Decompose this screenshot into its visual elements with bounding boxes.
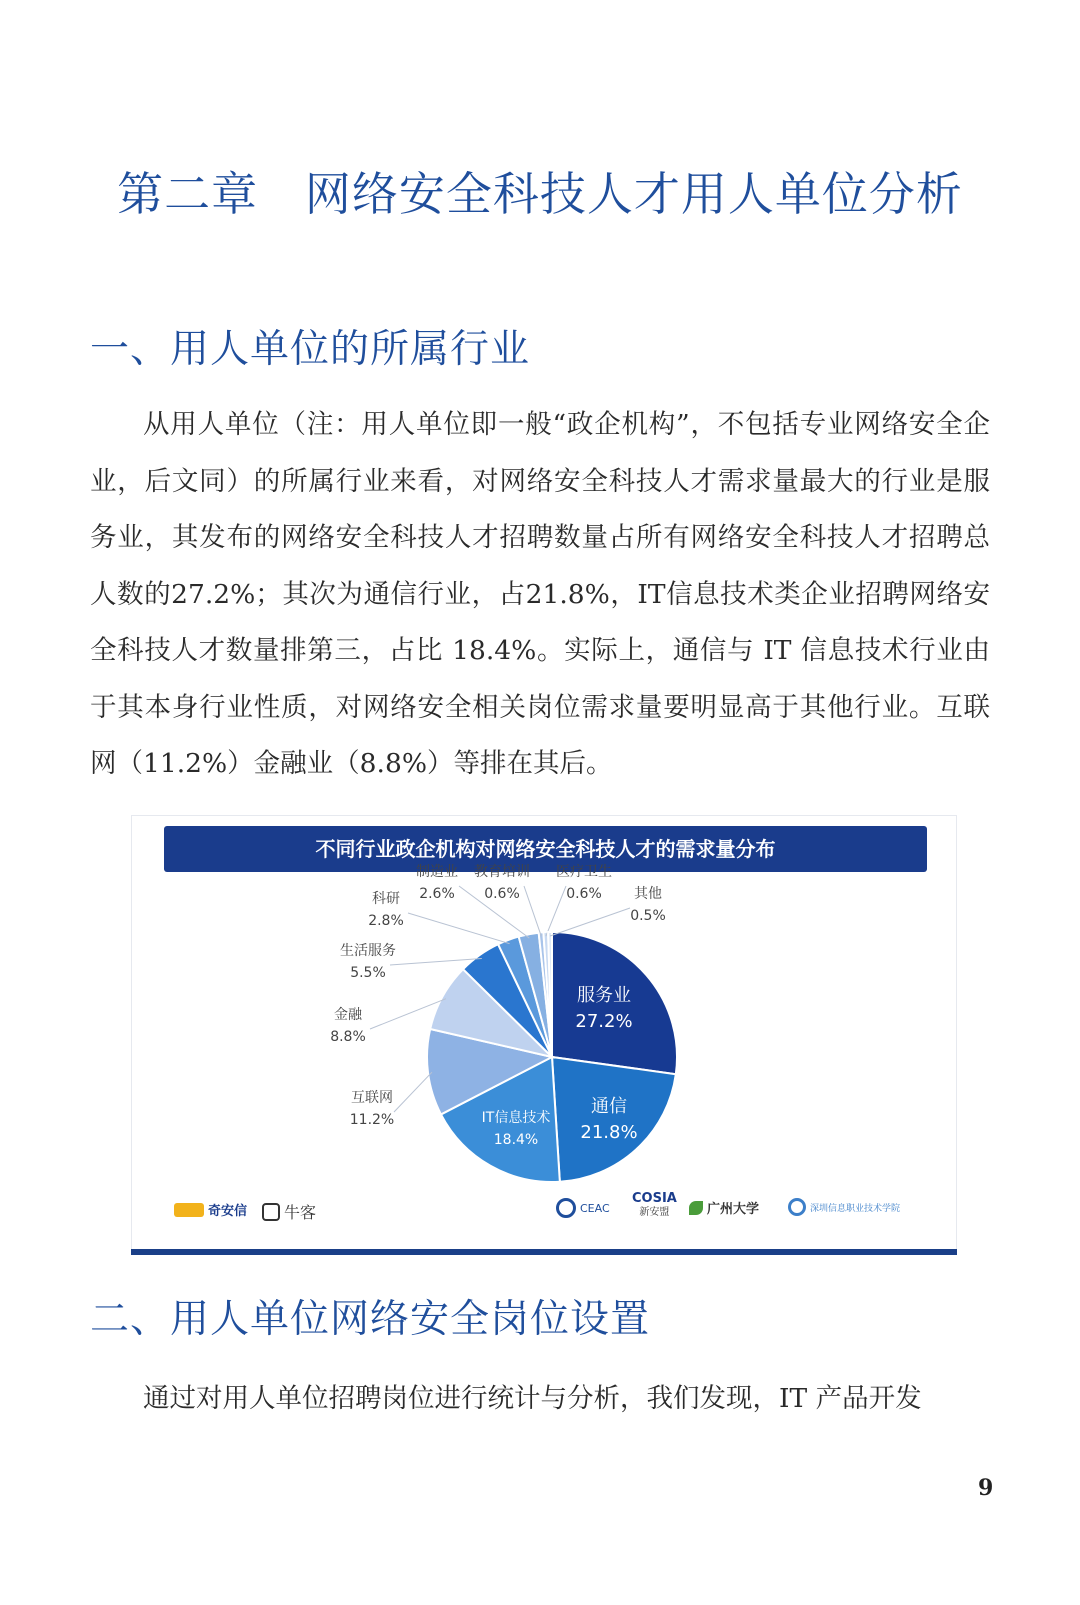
slice-name-label: IT信息技术 — [481, 1110, 551, 1126]
slice-value-label: 5.5% — [350, 965, 386, 981]
slice-name-label: 教育培训 — [474, 864, 530, 880]
slice-value-label: 2.6% — [419, 886, 455, 902]
slice-value-label: 0.5% — [630, 908, 666, 924]
slice-name-label: 其他 — [634, 886, 662, 902]
section-title-positions: 二、用人单位网络安全岗位设置 — [90, 1297, 651, 1342]
slice-value-label: 0.6% — [484, 886, 520, 902]
ceac-logo-mark — [556, 1198, 576, 1218]
slice-name-label: 科研 — [372, 891, 400, 907]
gzhu-logo-text: 广州大学 — [707, 1202, 760, 1217]
slice-value-label: 11.2% — [349, 1112, 395, 1128]
chart-figure — [131, 815, 957, 1253]
leader-line — [524, 886, 541, 936]
slice-name-label: 金融 — [334, 1007, 362, 1023]
cosia-logo-text: COSIA — [632, 1191, 677, 1206]
leader-line — [394, 1072, 432, 1112]
slice-name-label: 服务业 — [577, 985, 631, 1006]
section-title-industry: 一、用人单位的所属行业 — [90, 327, 531, 372]
niuke-logo — [262, 1200, 316, 1223]
szit-logo-text: 深圳信息职业技术学院 — [810, 1203, 901, 1214]
chart-title: 不同行业政企机构对网络安全科技人才的需求量分布 — [164, 826, 927, 872]
qianxin-logo — [174, 1200, 247, 1219]
slice-value-label: 8.8% — [330, 1029, 366, 1045]
szit-logo-mark — [788, 1198, 806, 1216]
industry-paragraph: 从用人单位（注：用人单位即一般“政企机构”，不包括专业网络安全企业，后文同）的所属行业来看，对网络安全科技人才需求量最大的行业是服务业，其发布的网络安全科技人才招聘数量占所有网络安全科技人才招聘总人数的27.2%；其次为通信行业，占21.8%，IT信息技术类企业招聘网络安全科技人才数量排第三，占比 18.4%。实际上，通信与 IT 信息技术行业由于其本身行业性质，对网络安全相关岗位需求量要明显高于其他行业。互联网（11.2%）金融业（8.8%）等排在其后。 — [90, 409, 990, 779]
szit-logo — [788, 1198, 900, 1216]
pie-chart — [132, 816, 958, 1254]
qianxin-logo-text: 奇安信 — [208, 1204, 248, 1219]
chapter-title: 第二章 网络安全科技人才用人单位分析 — [117, 167, 963, 221]
niuke-logo-text: 牛客 — [284, 1203, 317, 1222]
slice-value-label: 27.2% — [575, 1011, 633, 1032]
slice-name-label: 互联网 — [351, 1090, 393, 1106]
ceac-logo-text: CEAC — [580, 1201, 610, 1215]
slice-value-label: 0.6% — [566, 886, 602, 902]
slice-value-label: 21.8% — [580, 1122, 638, 1143]
cosia-logo-sub: 新安盟 — [639, 1207, 670, 1218]
page-number: 9 — [978, 1475, 994, 1501]
slice-name-label: 通信 — [591, 1096, 627, 1117]
slice-name-label: 生活服务 — [340, 943, 396, 959]
ceac-logo — [556, 1198, 610, 1218]
slice-name-label: 制造业 — [416, 864, 458, 880]
positions-paragraph: 通过对用人单位招聘岗位进行统计与分析，我们发现，IT 产品开发 — [143, 1383, 922, 1414]
gzhu-logo-mark — [689, 1201, 703, 1215]
niuke-logo-mark — [262, 1203, 280, 1221]
gzhu-logo — [689, 1198, 759, 1217]
leader-line — [408, 913, 510, 944]
leader-line — [546, 886, 566, 936]
figure-bottom-rule — [131, 1249, 957, 1255]
leader-line — [550, 908, 630, 936]
cosia-logo — [632, 1192, 677, 1220]
slice-name-label: 医疗卫生 — [556, 864, 612, 880]
qianxin-logo-mark — [174, 1203, 204, 1217]
pie-slice — [552, 1057, 676, 1182]
slice-value-label: 18.4% — [493, 1132, 539, 1148]
slice-value-label: 2.8% — [368, 913, 404, 929]
